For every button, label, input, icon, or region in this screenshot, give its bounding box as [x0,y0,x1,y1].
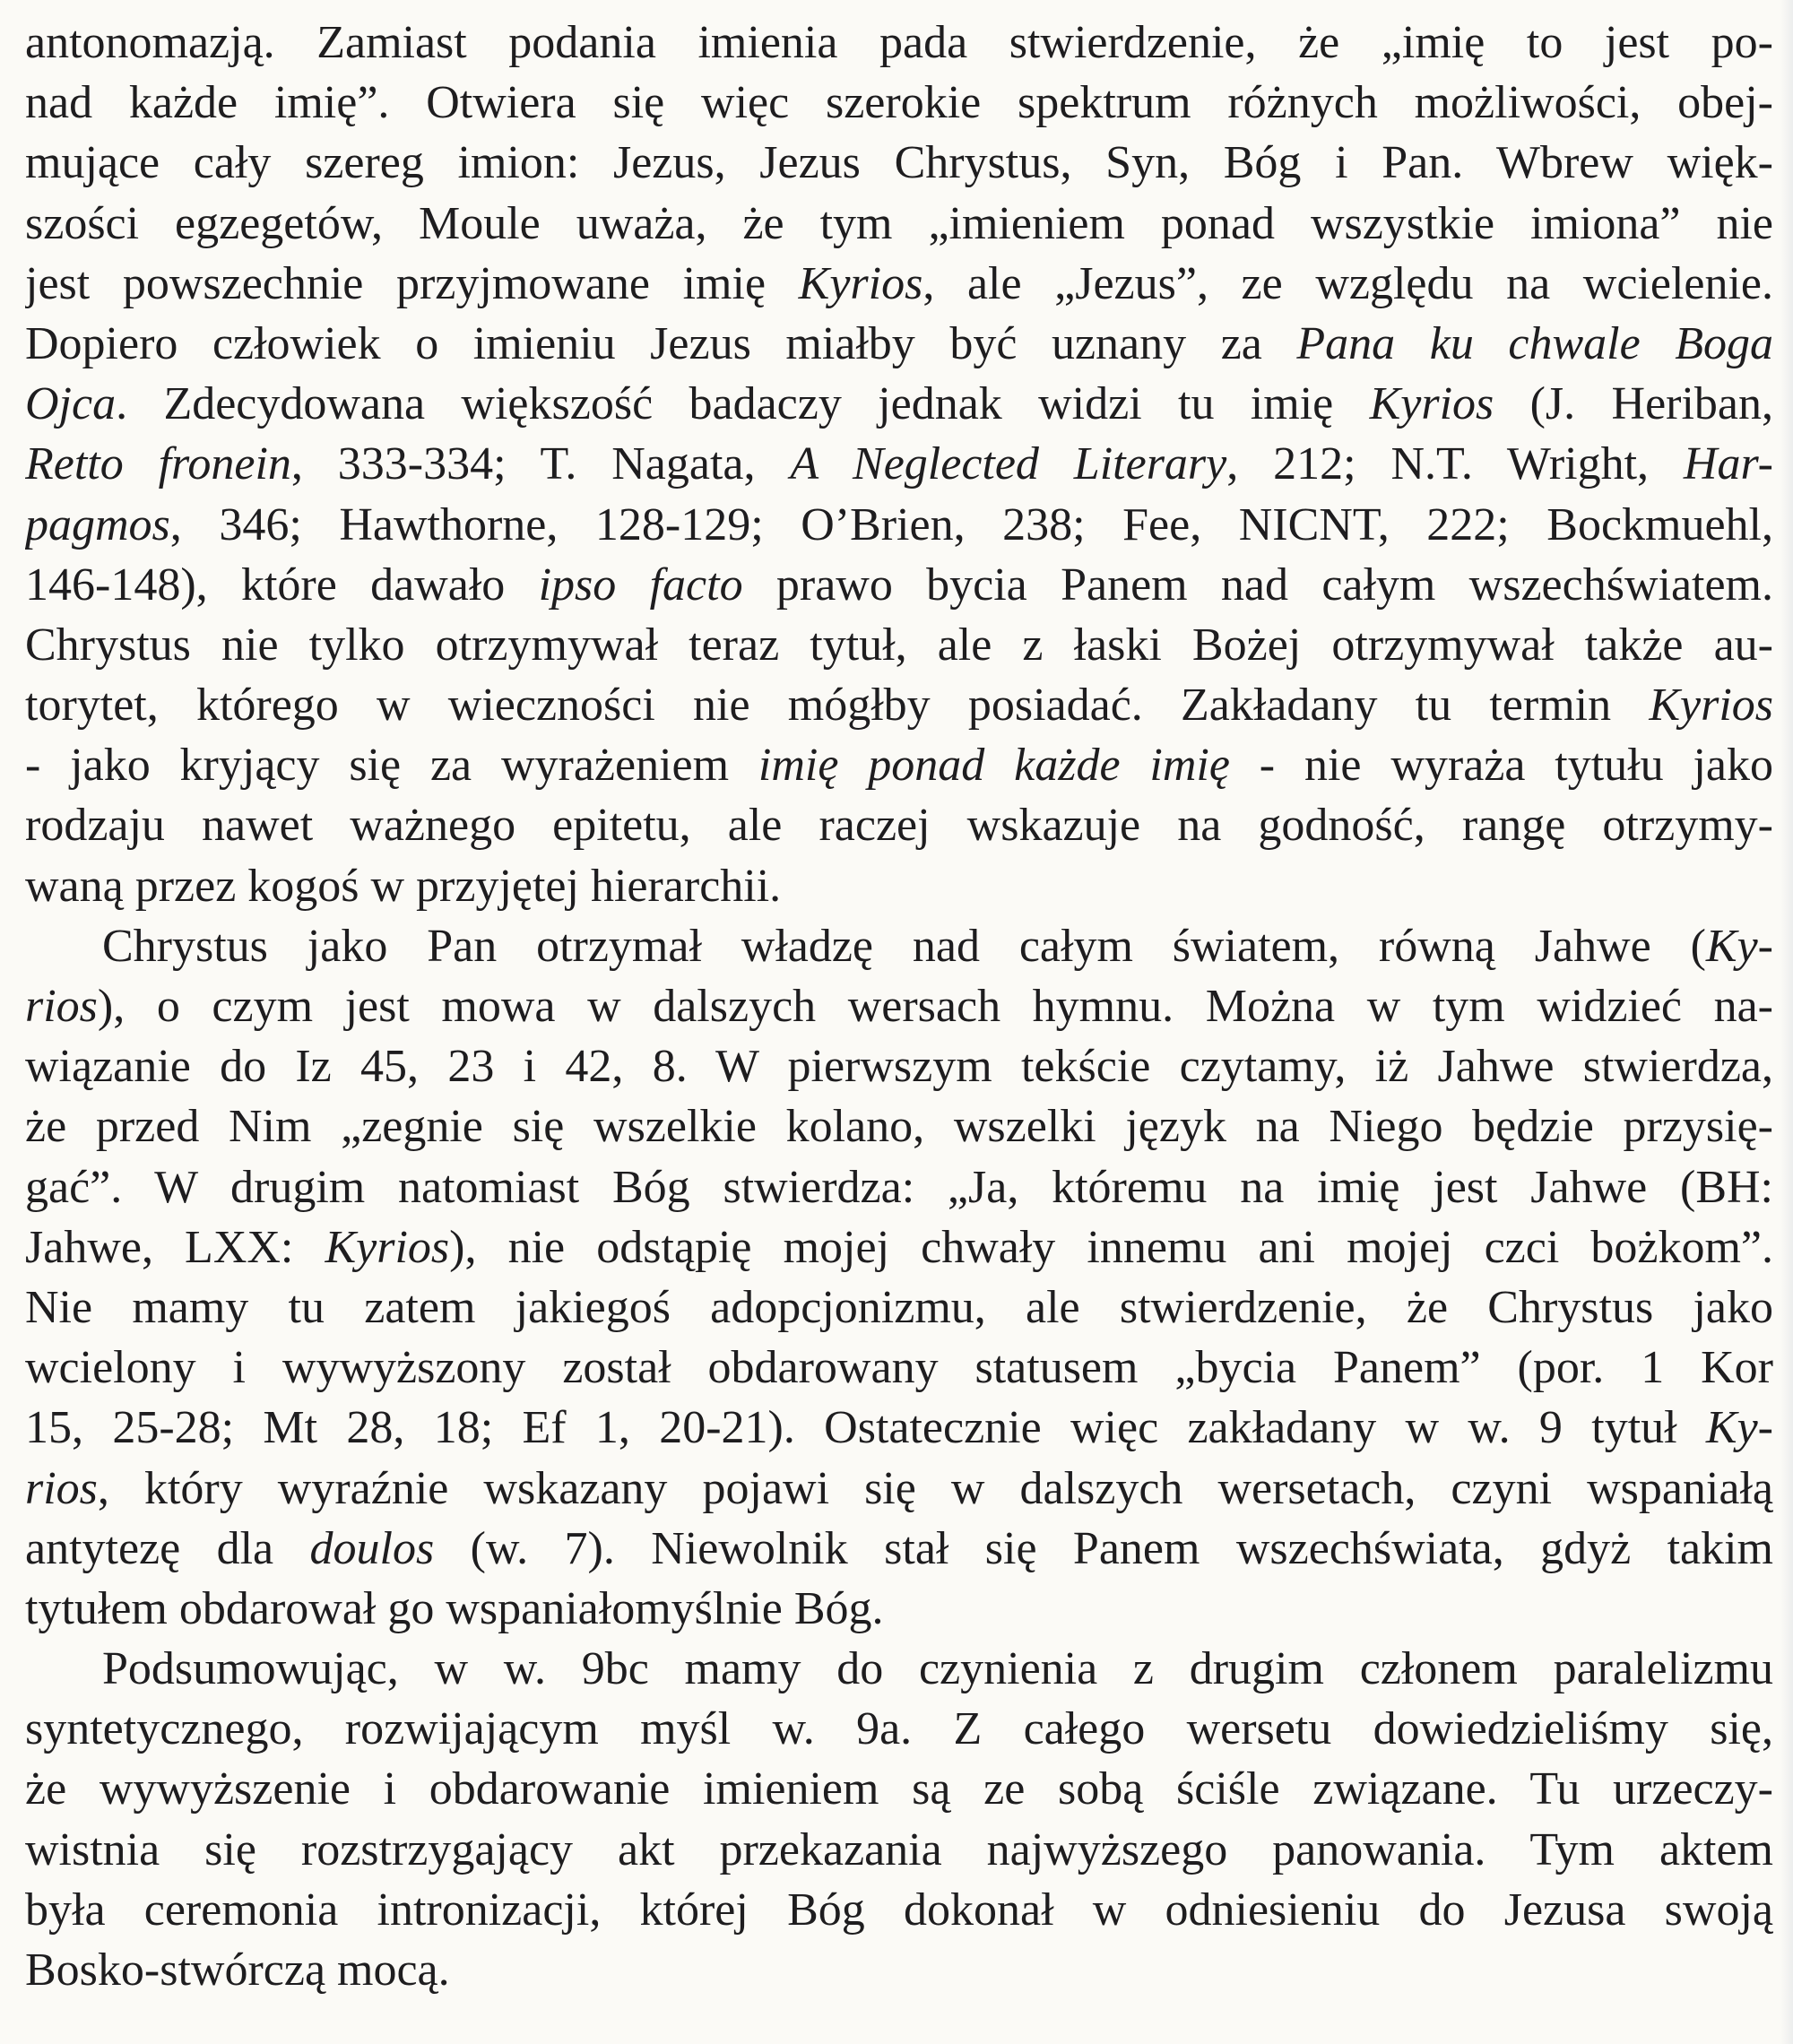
text-line [25,1519,1773,1579]
text-run: wiązanie do Iz 45, 23 i 42, 8. W pierwszym tekście czytamy, iż Jahwe stwierdza, [25,1041,1773,1093]
text-run: Nie mamy tu zatem jakiegoś adopcjonizmu, ale stwierdzenie, że Chrystus jako [25,1281,1773,1333]
text-line [25,133,1773,193]
text-line [25,1820,1773,1880]
text-line [25,1157,1773,1217]
text-line [25,976,1773,1036]
text-line [25,1036,1773,1096]
text-run: Chrystus nie tylko otrzymywał teraz tytuł, ale z łaski Bożej otrzymywał także au- [25,619,1773,671]
text-line [25,1639,1773,1699]
italic-text: pagmos [25,498,170,550]
paragraph [25,1639,1773,2000]
text-run: Bosko-stwórczą mocą. [25,1944,450,1996]
italic-text: Kyrios [1369,378,1494,430]
text-run: ), o czym jest mowa w dalszych wersach hymnu. Można w tym widzieć na- [97,981,1773,1032]
text-run: , który wyraźnie wskazany pojawi się w dalszych wersetach, czyni wspaniałą [97,1462,1773,1514]
page-edge-shadow [1780,0,1793,2044]
text-run: - jako kryjący się za wyrażeniem [25,740,758,792]
text-line [25,795,1773,855]
text-run: . Zdecydowana większość badaczy jednak widzi tu imię [116,378,1370,430]
text-run: nad każde imię”. Otwiera się więc szerokie spektrum różnych możliwości, obej- [25,77,1773,129]
text-run: (w. 7). Niewolnik stał się Panem wszechświata, gdyż takim [434,1522,1773,1574]
text-run: antytezę dla [25,1522,310,1574]
text-run: (J. Heriban, [1494,378,1773,430]
text-run: , ale „Jezus”, ze względu na wcielenie. [922,257,1773,309]
text-run: gać”. W drugim natomiast Bóg stwierdza: „Ja, któremu na imię jest Jahwe (BH: [25,1161,1773,1213]
text-run: Dopiero człowiek o imieniu Jezus miałby być uznany za [25,317,1297,369]
text-run: antonomazją. Zamiast podania imienia pada stwierdzenie, że „imię to jest po- [25,17,1773,68]
text-line [25,1459,1773,1519]
text-line [25,1699,1773,1759]
text-run: że wywyższenie i obdarowanie imieniem są ze sobą ściśle związane. Tu urzeczy- [25,1763,1773,1815]
text-run: tytułem obdarował go wspaniałomyślnie Bóg. [25,1582,884,1634]
text-run: wistnia się rozstrzygający akt przekazania najwyższego panowania. Tym aktem [25,1823,1773,1875]
paragraph [25,916,1773,1639]
text-line [25,254,1773,314]
text-line [25,1278,1773,1338]
text-line [25,1940,1773,2000]
text-run: mujące cały szereg imion: Jezus, Jezus Chrystus, Syn, Bóg i Pan. Wbrew więk- [25,137,1773,189]
text-run: prawo bycia Panem nad całym wszechświatem. [742,559,1773,611]
text-run: Jahwe, LXX: [25,1221,325,1273]
text-line [25,735,1773,795]
text-line [25,73,1773,133]
italic-text: A Neglected Literary [790,438,1227,490]
text-run: waną przez kogoś w przyjętej hierarchii. [25,860,782,912]
text-run: , 212; N.T. Wright, [1226,438,1684,490]
italic-text: Kyrios [1649,680,1773,732]
text-run: 146-148), które dawało [25,559,539,611]
text-run: 15, 25-28; Mt 28, 18; Ef 1, 20-21). Ostatecznie więc zakładany w w. 9 tytuł [25,1402,1706,1454]
text-line [25,615,1773,675]
text-run: - nie wyraża tytułu jako [1229,740,1773,792]
text-line [25,495,1773,555]
italic-text: Ky- [1705,1402,1773,1454]
text-line [25,1759,1773,1819]
italic-text: rios [25,981,98,1032]
text-run: Chrystus jako Pan otrzymał władzę nad całym światem, równą Jahwe ( [102,920,1706,972]
text-line [25,1217,1773,1278]
italic-text: Pana ku chwale Boga [1296,317,1773,369]
text-line [25,555,1773,615]
text-line [25,1096,1773,1156]
text-run: syntetycznego, rozwijającym myśl w. 9a. Z całego wersetu dowiedzieliśmy się, [25,1703,1773,1755]
text-run: torytet, którego w wieczności nie mógłby posiadać. Zakładany tu termin [25,680,1650,732]
text-line [25,314,1773,374]
text-line [25,675,1773,735]
text-run: że przed Nim „zegnie się wszelkie kolano, wszelki język na Niego będzie przysię- [25,1101,1773,1153]
text-line [25,374,1773,434]
italic-text: Har- [1683,438,1773,490]
text-line [25,194,1773,254]
body-text [25,13,1773,2000]
text-run: Podsumowując, w w. 9bc mamy do czynienia z drugim członem paralelizmu [102,1643,1773,1695]
text-line [25,1880,1773,1940]
text-line [25,1579,1773,1639]
text-run: szości egzegetów, Moule uważa, że tym „imieniem ponad wszystkie imiona” nie [25,197,1773,249]
italic-text: rios [25,1462,98,1514]
text-line [25,856,1773,916]
text-line [25,13,1773,73]
italic-text: Ojca [25,378,117,430]
text-run: , 346; Hawthorne, 128-129; O’Brien, 238; Fee, NICNT, 222; Bockmuehl, [169,498,1773,550]
text-run: była ceremonia intronizacji, której Bóg dokonał w odniesieniu do Jezusa swoją [25,1884,1773,1936]
italic-text: Ky- [1705,920,1773,972]
italic-text: doulos [309,1522,435,1574]
text-run: ), nie odstąpię mojej chwały innemu ani mojej czci bożkom”. [449,1221,1773,1273]
text-run: wcielony i wywyższony został obdarowany statusem „bycia Panem” (por. 1 Kor [25,1342,1773,1394]
italic-text: Retto fronein [25,438,291,490]
italic-text: imię ponad każde imię [758,740,1230,792]
text-run: jest powszechnie przyjmowane imię [25,257,799,309]
text-run: rodzaju nawet ważnego epitetu, ale raczej wskazuje na godność, rangę otrzymy- [25,800,1773,852]
text-line [25,916,1773,976]
italic-text: Kyrios [325,1221,450,1273]
italic-text: Kyrios [798,257,923,309]
text-line [25,1398,1773,1458]
text-line [25,1338,1773,1398]
text-run: , 333-334; T. Nagata, [290,438,791,490]
document-page [25,0,1773,2044]
paragraph [25,13,1773,916]
text-line [25,434,1773,494]
italic-text: ipso facto [538,559,743,611]
